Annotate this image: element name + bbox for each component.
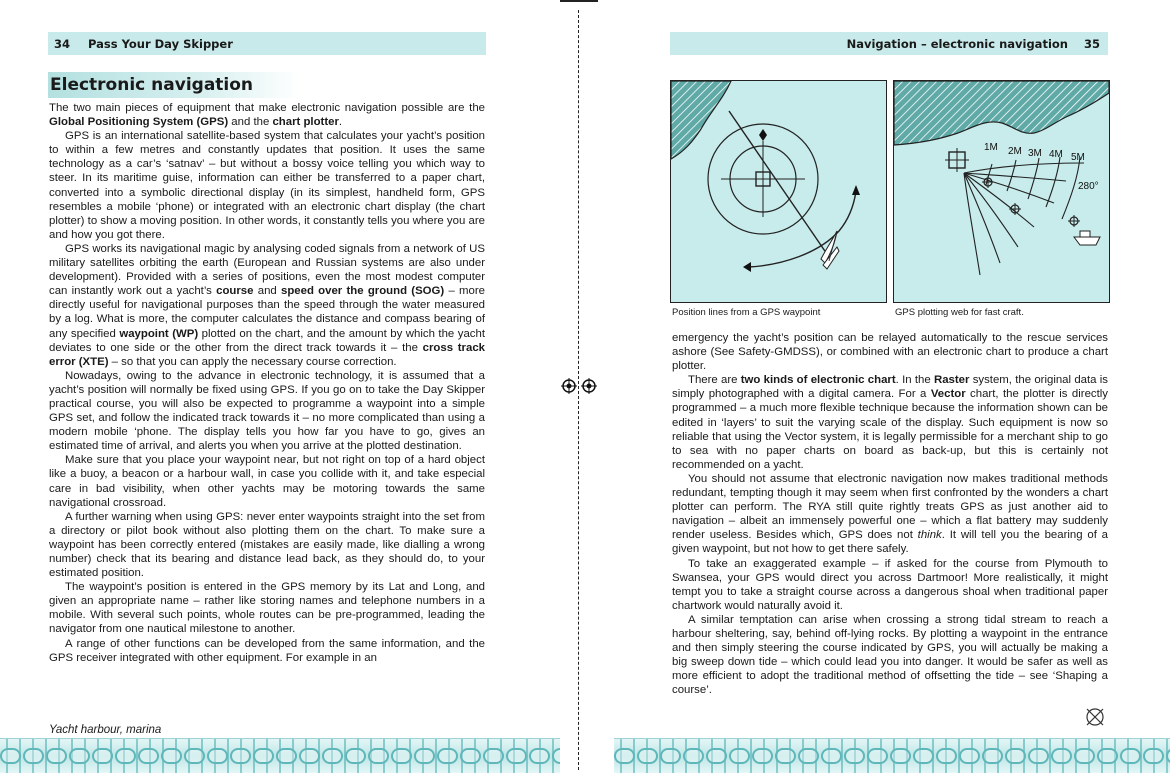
waypoint-icon: [1068, 215, 1080, 227]
chain-link: [276, 748, 297, 764]
chain-link: [437, 748, 458, 764]
chain-link: [660, 748, 681, 764]
gutter-top-rule: [560, 0, 598, 2]
chain-link: [706, 748, 727, 764]
motor-boat-icon: [1074, 231, 1100, 245]
paragraph: emergency the yacht’s position can be relayed automatically to the rescue services ashore (See Safety-GMDSS), or combined with an electronic chart to produce a chart plotter.: [672, 332, 1108, 373]
chain-link: [959, 748, 980, 764]
right-running-title: Navigation – electronic navigation: [846, 36, 1068, 51]
waypoint-icon: [1009, 203, 1021, 215]
chain-link: [1051, 748, 1072, 764]
chain-link: [1143, 748, 1164, 764]
chain-link: [552, 748, 560, 764]
chain-link: [46, 748, 67, 764]
plotting-web-grid: [964, 157, 1084, 275]
chain-link: [890, 748, 911, 764]
right-page-number: 35: [1083, 36, 1100, 51]
chain-link: [637, 748, 658, 764]
paragraph: Nowadays, owing to the advance in electronic technology, it is assumed that a yacht’s position will normally be fixed using GPS. If you go on to take the Day Skipper practical course, you will also be expected to programme a waypoint into a simple GPS set, and follow the indicated track towards it – no more complicated than using a modern mobile ‘phone. The display tells you how far you have to go, gives an estimated time of arrival, and alerts you when you arrive at the plotted destination.: [49, 369, 485, 453]
chain-border-right: [614, 738, 1170, 773]
chain-links: [0, 748, 560, 764]
paragraph: The two main pieces of equipment that make electronic navigation possible are the Global Positioning System (GPS) and the chart plotter.: [49, 102, 485, 129]
chain-link: [821, 748, 842, 764]
chain-link: [460, 748, 481, 764]
chain-link: [506, 748, 527, 764]
paragraph: Make sure that you place your waypoint near, but not right on top of a hard object like a buoy, a beacon or a harbour wall, in case you collide with it, and take especial care in bad visibility, when other yachts may be motoring towards the same navigational crossroad.: [49, 454, 485, 509]
figure-caption-left: Position lines from a GPS waypoint: [672, 307, 821, 318]
chain-link: [299, 748, 320, 764]
registration-marks: [560, 376, 598, 401]
bearing-line: [729, 111, 829, 257]
position-lines-diagram: [671, 81, 886, 302]
range-label: 4M: [1049, 149, 1063, 160]
range-label: 3M: [1028, 148, 1042, 159]
chain-border-left: [0, 738, 560, 773]
chain-link: [230, 748, 251, 764]
arc-arrowhead-icon: [852, 185, 860, 195]
chain-link: [1166, 748, 1170, 764]
compass-rose-icon: [1084, 706, 1106, 728]
chain-link: [253, 748, 274, 764]
chain-link: [775, 748, 796, 764]
left-running-title: Pass Your Day Skipper: [88, 36, 233, 51]
left-page-number: 34: [54, 36, 71, 51]
chain-link: [1074, 748, 1095, 764]
figure-caption-right: GPS plotting web for fast craft.: [895, 307, 1024, 318]
chain-link: [391, 748, 412, 764]
right-body-column: [672, 331, 1108, 697]
chain-link: [0, 748, 21, 764]
paragraph: A further warning when using GPS: never enter waypoints straight into the set from a directory or pilot book without also plotting them on the chart. To make sure a waypoint has been correctly entered (mistakes are easily made, like dialling a wrong number) check that its bearing and distance lead back, as they should do, to your estimated position.: [49, 510, 485, 580]
paragraph: A range of other functions can be developed from the same information, and the GPS receiver integrated with other equipment. For example in an: [49, 637, 485, 664]
chain-link: [368, 748, 389, 764]
chain-link: [614, 748, 635, 764]
chain-link: [936, 748, 957, 764]
chain-link: [798, 748, 819, 764]
chain-link: [69, 748, 90, 764]
chain-link: [322, 748, 343, 764]
crosshair-icon: [560, 376, 598, 396]
chain-link: [913, 748, 934, 764]
bearing-label: 280°: [1078, 181, 1099, 192]
chain-link: [982, 748, 1003, 764]
coastline-shape: [894, 81, 1109, 145]
chain-link: [138, 748, 159, 764]
chain-link: [184, 748, 205, 764]
chain-links: [614, 748, 1170, 764]
paragraph: The waypoint’s position is entered in the GPS memory by its Lat and Long, and given an appropriate name – rather like storing names and telephone numbers in a mobile. With several such points, whole routes can be pre-programmed, leading the navigator from one nautical milestone to another.: [49, 581, 485, 636]
chain-link: [345, 748, 366, 764]
chain-link: [1120, 748, 1141, 764]
plotting-web-diagram: [894, 81, 1109, 302]
chain-link: [115, 748, 136, 764]
chain-link: [23, 748, 44, 764]
chain-link: [207, 748, 228, 764]
chain-link: [1005, 748, 1026, 764]
left-running-head: [48, 32, 486, 55]
chain-link: [844, 748, 865, 764]
paragraph: There are two kinds of electronic chart. In the Raster system, the original data is simply photographed with a digital camera. For a Vector chart, the plotter is directly programmed – a much more flexible technique because the information shown can be edited in ‘layers’ to suit the varying scale of the display. Such equipment is now so reliable that using the Vector system, it is legally permissible for a merchant ship to go to sea with no paper charts on board as back-up, but this is certainly not recommended on a yacht.: [672, 374, 1108, 471]
chain-link: [1097, 748, 1118, 764]
paragraph: You should not assume that electronic navigation now makes traditional methods redundant, tempting though it may seem when first confronted by the wonders a chart plotter can perform. The RYA still quite rightly treats GPS as just another aid to navigation – albeit an immensely powerful one – which a flat battery may suddenly render useless. Besides which, GPS does not think. It will tell you the bearing of a given waypoint, but not how to get there safely.: [672, 472, 1108, 556]
paragraph: To take an exaggerated example – if asked for the course from Plymouth to Swansea, your GPS would direct you across Dartmoor! More realistically, it might tempt you to take a straight course across a dangerous shoal when traditional paper chartwork would naturally avoid it.: [672, 557, 1108, 612]
waypoint-icon: [982, 176, 994, 188]
chain-link: [414, 748, 435, 764]
chain-link: [1028, 748, 1049, 764]
chain-link: [92, 748, 113, 764]
waypoint-icon: [945, 148, 969, 172]
paragraph: A similar temptation can arise when crossing a strong tidal stream to reach a harbour sheltering, say, behind off-lying rocks. By plotting a waypoint in the entrance and then simply steering the course indicated by GPS, you will actually be making a big sweep down tide – which could lead you into danger. It would be safer as well as more efficient to adopt the traditional method of offsetting the tide – see ‘Shaping a course’.: [672, 613, 1108, 697]
figure-position-lines: [670, 80, 887, 303]
figure-plotting-web: [893, 80, 1110, 303]
chain-link: [729, 748, 750, 764]
footer-caption: Yacht harbour, marina: [49, 724, 162, 736]
course-arc: [749, 191, 856, 267]
right-running-head: [670, 32, 1108, 55]
arc-arrowhead-icon: [743, 262, 751, 272]
range-label: 2M: [1008, 146, 1022, 157]
chain-link: [161, 748, 182, 764]
chain-link: [867, 748, 888, 764]
range-label: 5M: [1071, 152, 1085, 163]
paragraph: GPS works its navigational magic by analysing coded signals from a network of US military satellites orbiting the earth (European and Russian systems are also under development). Provided with a series of positions, even the most modest computer can instantly work out a yacht’s course and speed over the ground (SOG) – more directly useful for navigational purposes than the speed through the water measured by a log. What is more, the computer calculates the distance and compass bearing of any specified waypoint (WP) plotted on the chart, and the amount by which the yacht deviates to one side or the other from the direct track towards it – the cross track error (XTE) – so that you can apply the necessary course correction.: [49, 242, 485, 368]
paragraph: GPS is an international satellite-based system that calculates your yacht’s position to within a few metres and constantly updates that position. It uses the same technology as a car’s ‘satnav’ – but without a bossy voice telling you which way to steer. In its maritime guise, information can either be transferred to a paper chart, converted into a symbolic directional display (in its simplest, handheld form, GPS resembles a mobile ‘phone) or integrated with an electronic chart display (the chart plotter) to show a moving position. In other words, it constantly tells you where you are and how you got there.: [49, 130, 485, 241]
chain-link: [752, 748, 773, 764]
left-body-column: [49, 101, 485, 665]
chain-link: [483, 748, 504, 764]
north-marker-icon: [759, 129, 767, 141]
range-label: 1M: [984, 142, 998, 153]
chain-link: [683, 748, 704, 764]
section-heading: Electronic navigation: [48, 72, 300, 98]
chain-link: [529, 748, 550, 764]
coastline-shape: [671, 81, 731, 159]
